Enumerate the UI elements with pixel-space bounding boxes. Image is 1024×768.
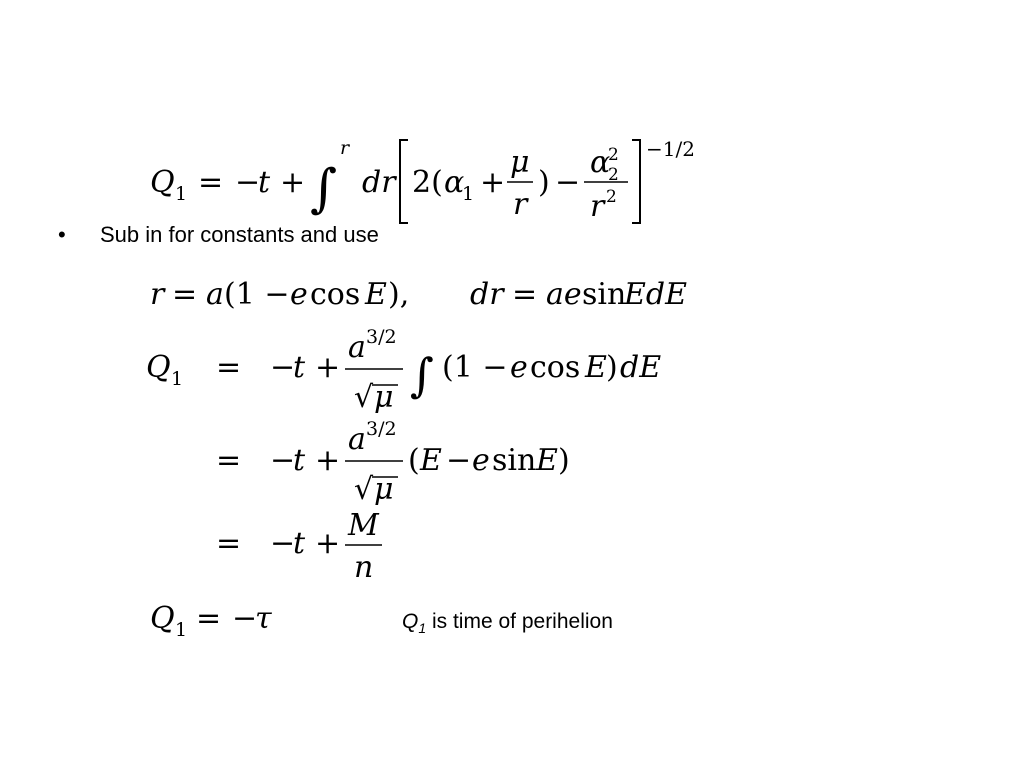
svg-text:E: E <box>365 277 387 312</box>
svg-text:∫: ∫ <box>310 159 338 219</box>
svg-text:t: t <box>293 350 306 385</box>
svg-text:=: = <box>196 601 222 636</box>
svg-text:−: − <box>270 350 296 385</box>
equation-q1-integral <box>140 130 730 230</box>
equation-aligned-block <box>140 325 680 590</box>
svg-text:dr: dr <box>362 165 396 200</box>
svg-text:−: − <box>270 526 296 561</box>
svg-text:2: 2 <box>608 165 619 185</box>
svg-text:+: + <box>315 350 341 385</box>
svg-text:E: E <box>585 350 607 385</box>
svg-text:sin: sin <box>492 443 537 478</box>
svg-text:(1 −: (1 − <box>224 277 290 312</box>
caption-symbol: $Q_1$ <box>402 610 427 637</box>
svg-text:=: = <box>172 277 198 312</box>
bullet-text: Sub in for constants and use <box>100 222 379 247</box>
caption-text: is time of perihelion <box>426 610 613 633</box>
svg-text:−: − <box>270 443 296 478</box>
svg-text:+: + <box>480 165 506 200</box>
svg-text:=: = <box>512 277 538 312</box>
svg-text:r: r <box>590 189 605 224</box>
svg-text:=: = <box>216 526 242 561</box>
svg-text:E: E <box>536 443 558 478</box>
svg-text:1: 1 <box>462 183 475 205</box>
svg-text:2: 2 <box>608 145 619 165</box>
svg-text:−: − <box>232 601 258 636</box>
svg-text:α: α <box>444 165 465 200</box>
bullet-symbol: • <box>58 222 66 247</box>
svg-text:e: e <box>472 443 490 478</box>
svg-text:t: t <box>293 443 306 478</box>
svg-text:M: M <box>348 508 379 543</box>
svg-text:μ: μ <box>374 472 394 507</box>
svg-text:r: r <box>513 187 528 222</box>
svg-text:t: t <box>293 526 306 561</box>
svg-text:−: − <box>235 165 261 200</box>
svg-text:2(: 2( <box>412 165 443 200</box>
svg-text:dr: dr <box>470 277 504 312</box>
svg-text:+: + <box>315 443 341 478</box>
svg-text:3/2: 3/2 <box>366 326 397 348</box>
svg-text:r: r <box>340 137 350 159</box>
svg-text:e: e <box>510 350 528 385</box>
svg-text:ae: ae <box>546 277 582 312</box>
svg-text:a: a <box>348 330 366 365</box>
svg-text:sin: sin <box>582 277 627 312</box>
svg-text:=: = <box>216 350 242 385</box>
svg-text:1: 1 <box>175 183 188 205</box>
svg-text:(: ( <box>408 443 420 478</box>
svg-text:Q: Q <box>150 601 175 636</box>
svg-text:): ) <box>538 165 550 200</box>
svg-text:E: E <box>420 443 442 478</box>
svg-text:1: 1 <box>175 619 188 641</box>
svg-text:a: a <box>206 277 224 312</box>
svg-text:∫: ∫ <box>410 348 434 402</box>
svg-text:2: 2 <box>606 187 617 207</box>
svg-text:1: 1 <box>171 368 184 390</box>
svg-text:e: e <box>290 277 308 312</box>
svg-text:=: = <box>216 443 242 478</box>
svg-text:μ: μ <box>374 380 394 415</box>
equation-substitution <box>140 270 700 320</box>
svg-text:Q: Q <box>150 165 175 200</box>
svg-text:Q: Q <box>146 350 171 385</box>
svg-text:): ) <box>558 443 570 478</box>
svg-text:cos: cos <box>310 277 361 312</box>
svg-text:a: a <box>348 422 366 457</box>
svg-text:n: n <box>354 550 374 585</box>
perihelion-caption <box>402 610 613 636</box>
svg-text:√: √ <box>354 380 374 415</box>
svg-text:t: t <box>258 165 271 200</box>
svg-text:+: + <box>315 526 341 561</box>
svg-text:−: − <box>555 165 581 200</box>
svg-text:),: ), <box>388 277 410 312</box>
equation-result <box>140 598 300 643</box>
svg-text:μ: μ <box>510 145 530 180</box>
svg-text:−1/2: −1/2 <box>646 137 695 161</box>
svg-text:cos: cos <box>530 350 581 385</box>
svg-text:√: √ <box>354 472 374 507</box>
svg-text:dE: dE <box>620 350 662 385</box>
svg-text:−: − <box>446 443 472 478</box>
svg-text:α: α <box>590 145 611 180</box>
svg-text:): ) <box>606 350 618 385</box>
svg-text:+: + <box>280 165 306 200</box>
svg-text:τ: τ <box>255 601 272 636</box>
svg-text:r: r <box>150 277 165 312</box>
svg-text:(1 −: (1 − <box>442 350 508 385</box>
svg-text:3/2: 3/2 <box>366 418 397 440</box>
svg-text:EdE: EdE <box>624 277 688 312</box>
svg-text:=: = <box>198 165 224 200</box>
